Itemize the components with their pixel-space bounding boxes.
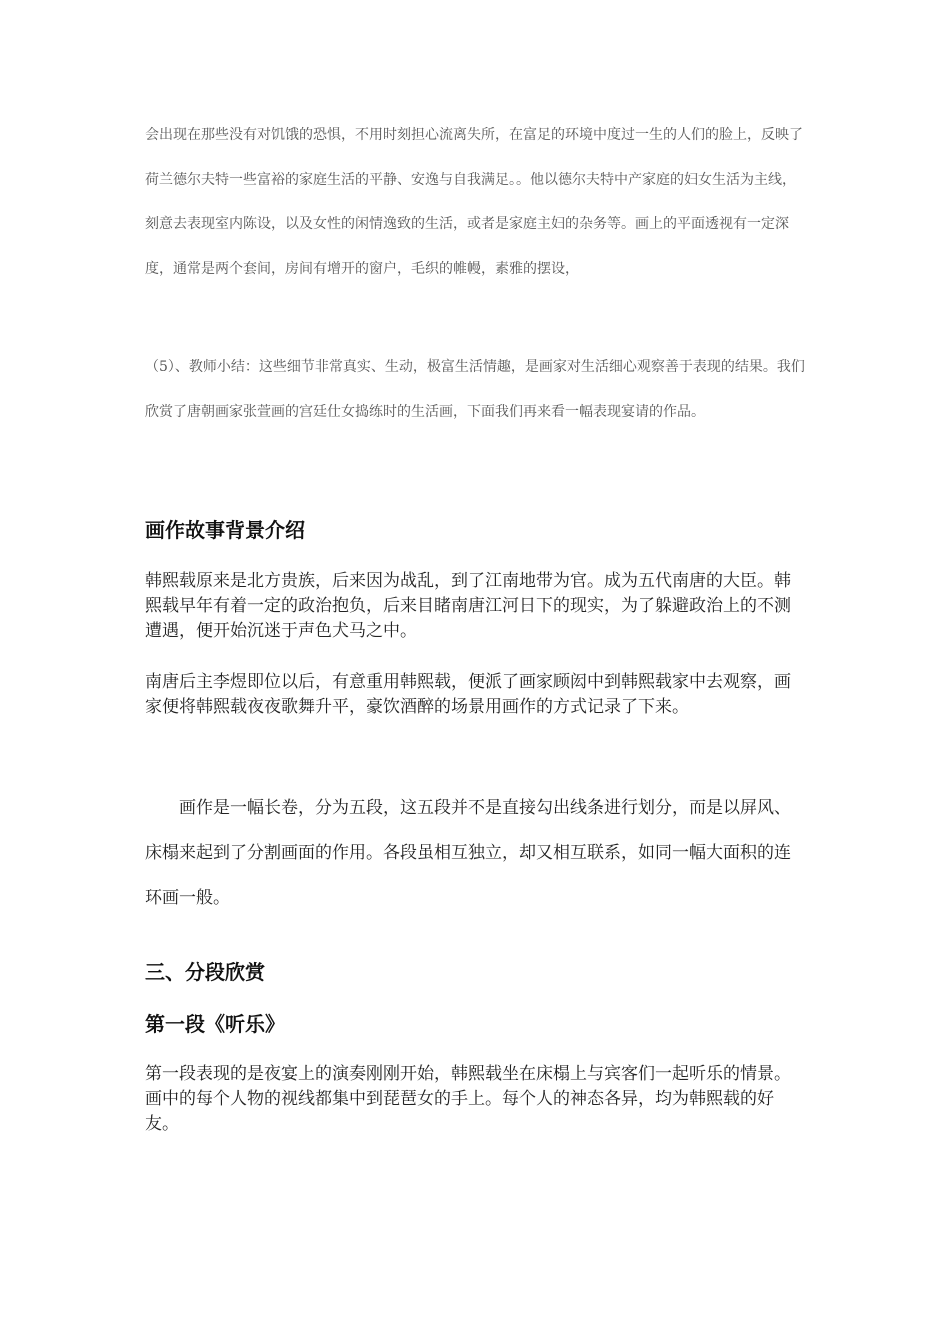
- section-one-paragraph: [145, 1062, 807, 1137]
- background-heading: 画作故事背景介绍: [145, 518, 305, 542]
- appreciation-heading: 三、分段欣赏: [145, 960, 265, 984]
- background-paragraph-3: [145, 786, 807, 921]
- teacher-summary: [145, 345, 807, 434]
- intro-text: [145, 113, 807, 291]
- background-paragraph-2: [145, 670, 807, 720]
- background-paragraph-1: [145, 569, 807, 644]
- intro-paragraph-2: （5）、教师小结：这些细节非常真实、生动，极富生活情趣，是画家对生活细心观察善于表现的结果。我们欣赏了唐朝画家张萱画的宫廷仕女捣练时的生活画，下面我们再来看一幅表现宴请的作品。: [145, 359, 805, 420]
- section-one-text: 第一段表现的是夜宴上的演奏刚刚开始，韩熙载坐在床榻上与宾客们一起听乐的情景。画中的每个人物的视线都集中到琵琶女的手上。每个人的神态各异，均为韩熙载的好友。: [145, 1064, 791, 1134]
- background-text-3: 画作是一幅长卷，分为五段，这五段并不是直接勾出线条进行划分，而是以屏风、床榻来起到了分割画面的作用。各段虽相互独立，却又相互联系，如同一幅大面积的连环画一般。: [145, 798, 791, 908]
- background-text-1: 韩熙载原来是北方贵族，后来因为战乱，到了江南地带为官。成为五代南唐的大臣。韩熙载早年有着一定的政治抱负，后来目睹南唐江河日下的现实，为了躲避政治上的不测遭遇，便开始沉迷于声色犬马之中。: [145, 571, 791, 641]
- section-one-subheading: 第一段《听乐》: [145, 1012, 285, 1036]
- background-text-2: 南唐后主李煜即位以后，有意重用韩熙载，便派了画家顾闳中到韩熙载家中去观察，画家便将韩熙载夜夜歌舞升平，豪饮酒醉的场景用画作的方式记录了下来。: [145, 672, 791, 717]
- intro-paragraph-1: 会出现在那些没有对饥饿的恐惧，不用时刻担心流离失所，在富足的环境中度过一生的人们的脸上，反映了荷兰德尔夫特一些富裕的家庭生活的平静、安逸与自我满足。。他以德尔夫特中产家庭的妇女生活为主线，刻意去表现室内陈设，以及女性的闲情逸致的生活，或者是家庭主妇的杂务等。画上的平面透视有一定深度，通常是两个套间，房间有增开的窗户，毛织的帷幔，素雅的摆设，: [145, 127, 803, 277]
